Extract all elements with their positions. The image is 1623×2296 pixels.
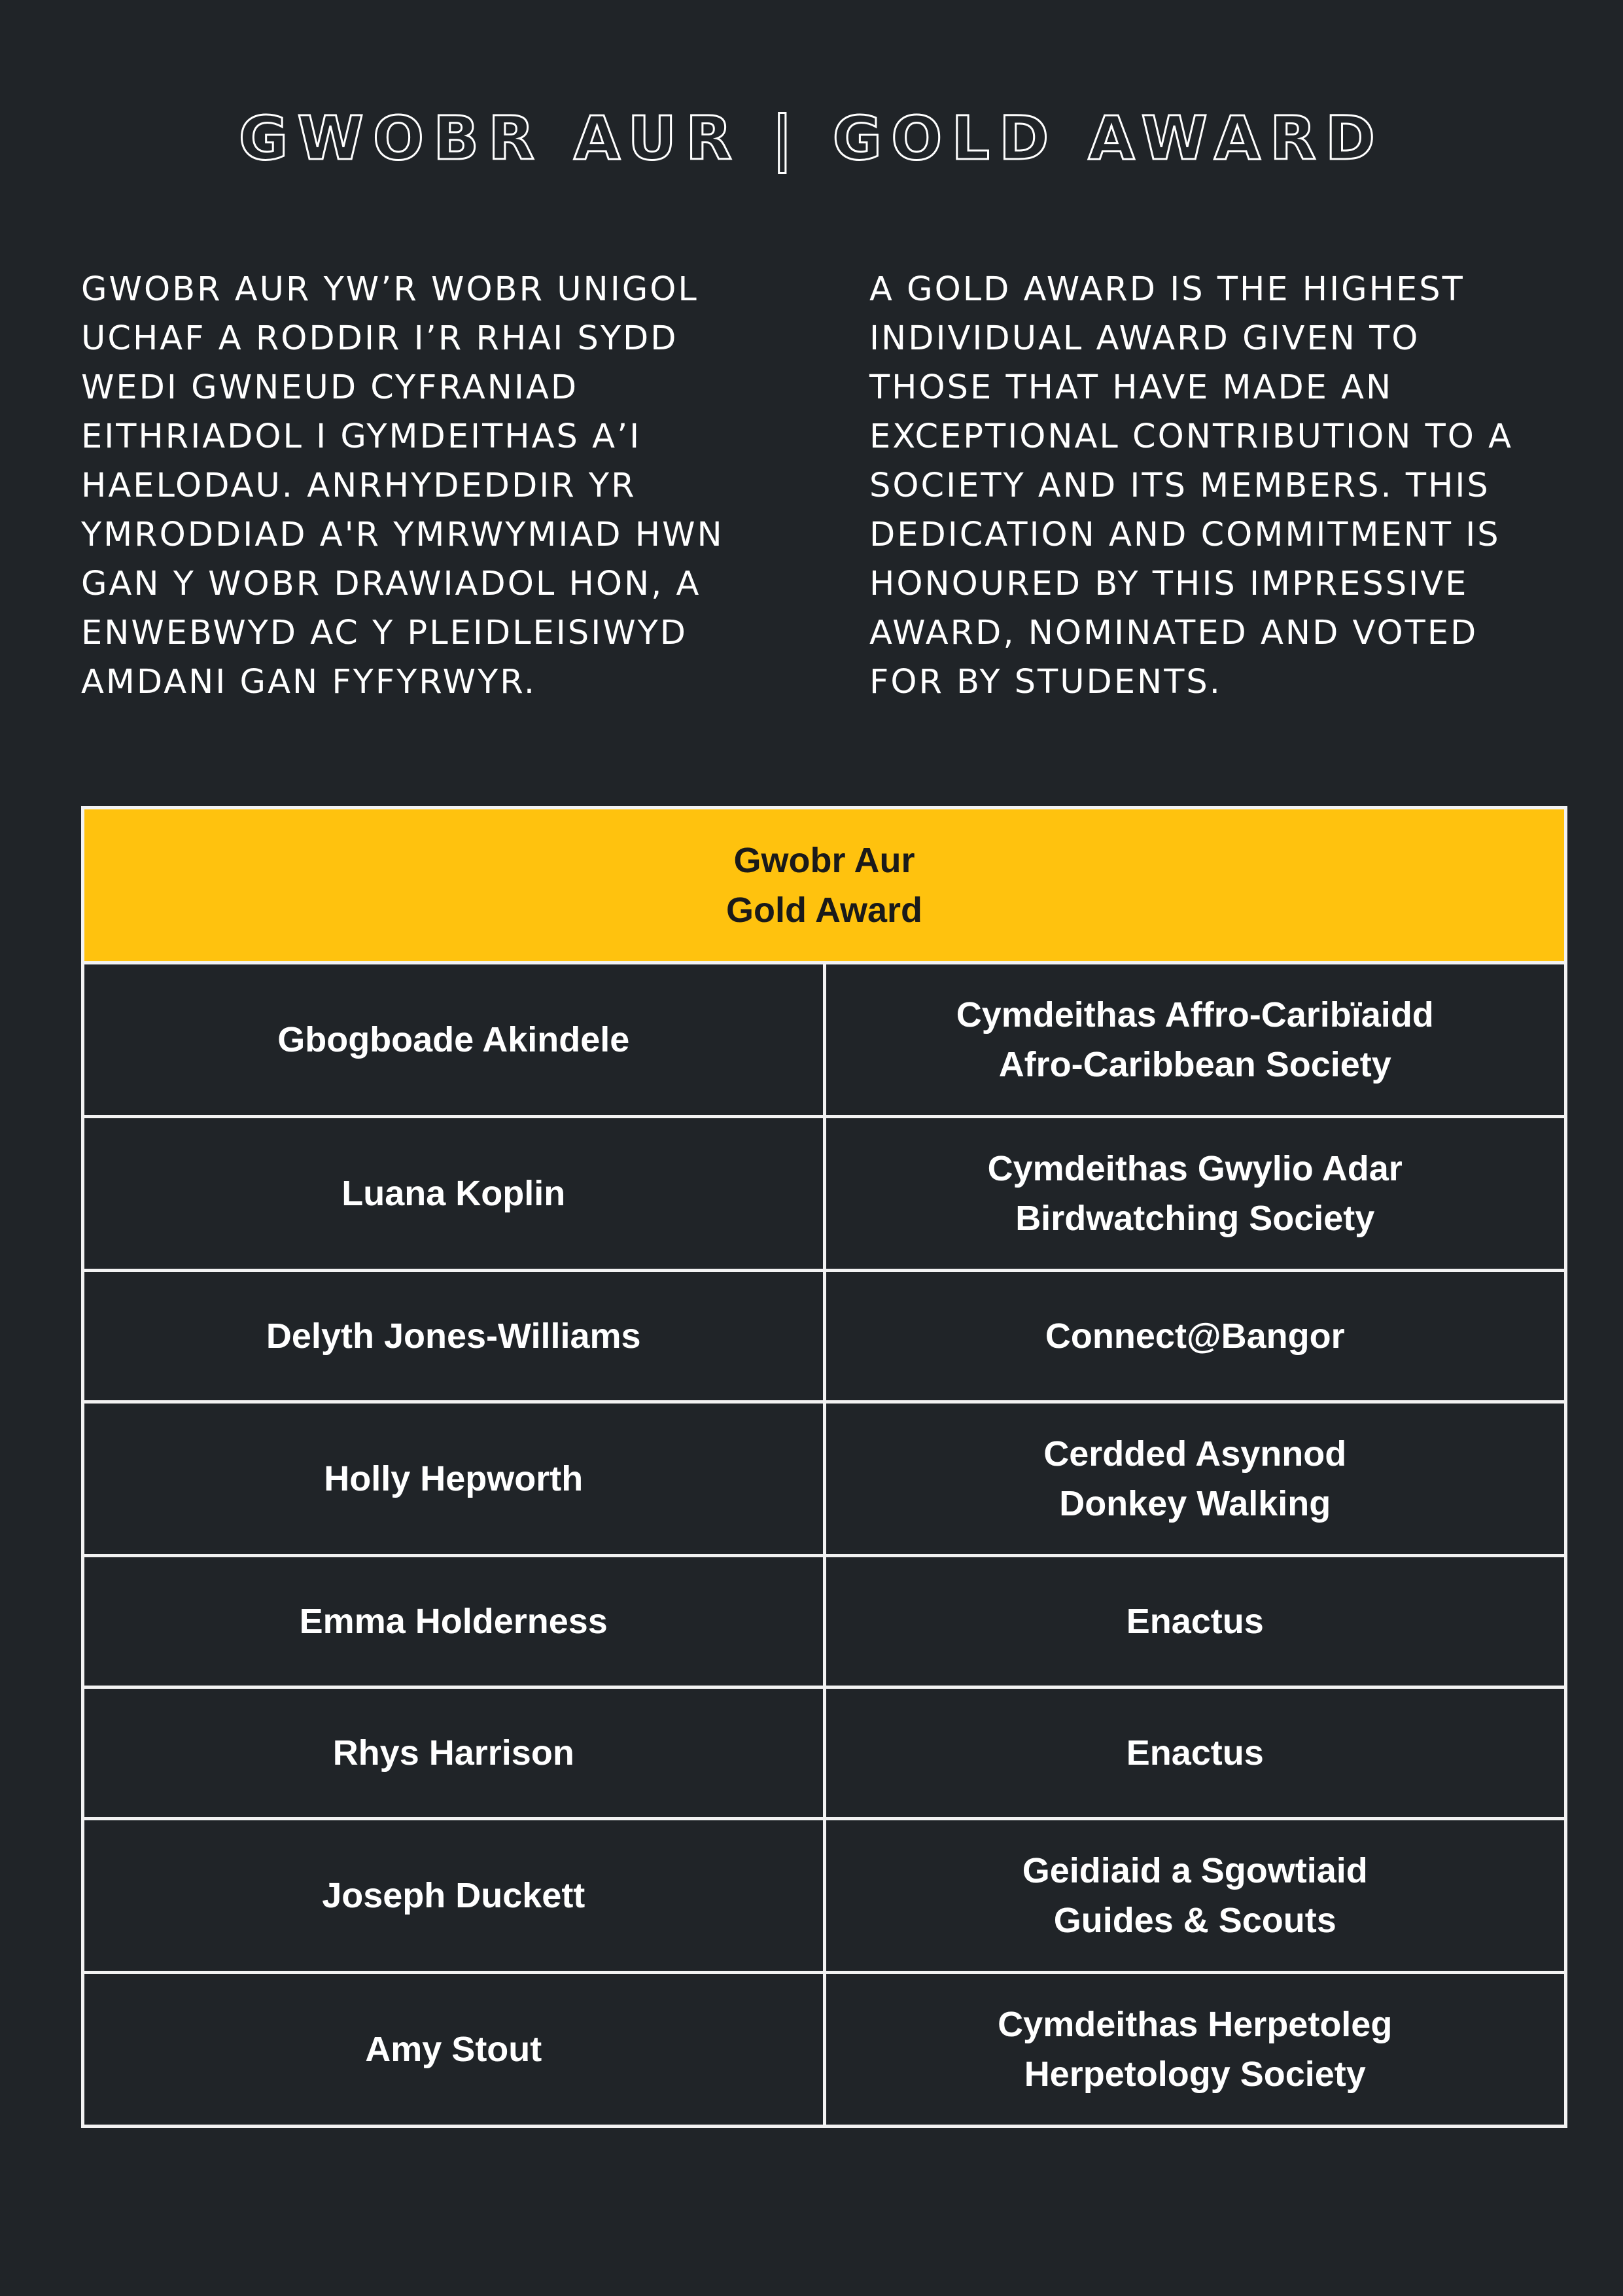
table-header-row: [83, 808, 1566, 963]
society-welsh: Connect@Bangor: [1045, 1316, 1345, 1356]
table-row: [83, 963, 1566, 1117]
society-welsh: Cymdeithas Gwylio Adar: [987, 1149, 1403, 1188]
table-row: [83, 1271, 1566, 1402]
page-title: GWOBR AUR | GOLD AWARD: [238, 103, 1385, 173]
society-cell: [824, 1819, 1566, 1973]
header-welsh: Gwobr Aur: [733, 841, 915, 880]
recipient-name: Amy Stout: [83, 1973, 825, 2127]
table-row: [83, 1973, 1566, 2127]
intro-english-text: A GOLD AWARD IS THE HIGHEST INDIVIDUAL AWARD GIVEN TO THOSE THAT HAVE MADE AN EXCEPTIONAL CONTRIBUTION TO A SOCIETY AND ITS MEMBERS. THIS DEDICATION AND COMMITMENT IS HONOURED BY THIS IMPRESSIVE AWARD, NOMINATED AND VOTED FOR BY STUDENTS.: [869, 270, 1513, 701]
society-welsh: Enactus: [1126, 1602, 1264, 1641]
table-row: [83, 1402, 1566, 1556]
society-welsh: Cerdded Asynnod: [1043, 1434, 1347, 1474]
recipient-name: Delyth Jones-Williams: [83, 1271, 825, 1402]
table-row: [83, 1819, 1566, 1973]
recipient-name: Gbogboade Akindele: [83, 963, 825, 1117]
society-english: Afro-Caribbean Society: [998, 1045, 1391, 1084]
intro-welsh-text: GWOBR AUR YW’R WOBR UNIGOL UCHAF A RODDIR I’R RHAI SYDD WEDI GWNEUD CYFRANIAD EITHRIADOL I GYMDEITHAS A’I HAELODAU. ANRHYDEDDIR YR YMRODDIAD A'R YMRWYMIAD HWN GAN Y WOBR DRAWIADOL HON, A ENWEBWYD AC Y PLEIDLEISIWYD AMDANI GAN FYFYRWYR.: [81, 270, 724, 701]
recipient-name: Joseph Duckett: [83, 1819, 825, 1973]
society-cell: [824, 1117, 1566, 1271]
society-cell: [824, 1973, 1566, 2127]
society-cell: [824, 1402, 1566, 1556]
society-english: Guides & Scouts: [1053, 1901, 1336, 1940]
recipient-name: Holly Hepworth: [83, 1402, 825, 1556]
recipient-name: Rhys Harrison: [83, 1687, 825, 1819]
society-welsh: Geidiaid a Sgowtiaid: [1022, 1851, 1368, 1890]
society-cell: [824, 1556, 1566, 1687]
table-row: [83, 1556, 1566, 1687]
recipient-name: Luana Koplin: [83, 1117, 825, 1271]
society-english: Birdwatching Society: [1015, 1199, 1375, 1238]
table-row: [83, 1117, 1566, 1271]
header-english: Gold Award: [725, 891, 923, 930]
society-welsh: Cymdeithas Herpetoleg: [998, 2005, 1393, 2044]
society-cell: [824, 1271, 1566, 1402]
table-header-cell: [83, 808, 1566, 963]
society-cell: [824, 963, 1566, 1117]
society-welsh: Enactus: [1126, 1733, 1264, 1773]
society-english: Donkey Walking: [1059, 1484, 1331, 1523]
gold-award-table: [81, 806, 1567, 2128]
society-cell: [824, 1687, 1566, 1819]
society-welsh: Cymdeithas Affro-Caribïaidd: [956, 995, 1434, 1034]
recipient-name: Emma Holderness: [83, 1556, 825, 1687]
society-english: Herpetology Society: [1024, 2055, 1366, 2094]
table-row: [83, 1687, 1566, 1819]
